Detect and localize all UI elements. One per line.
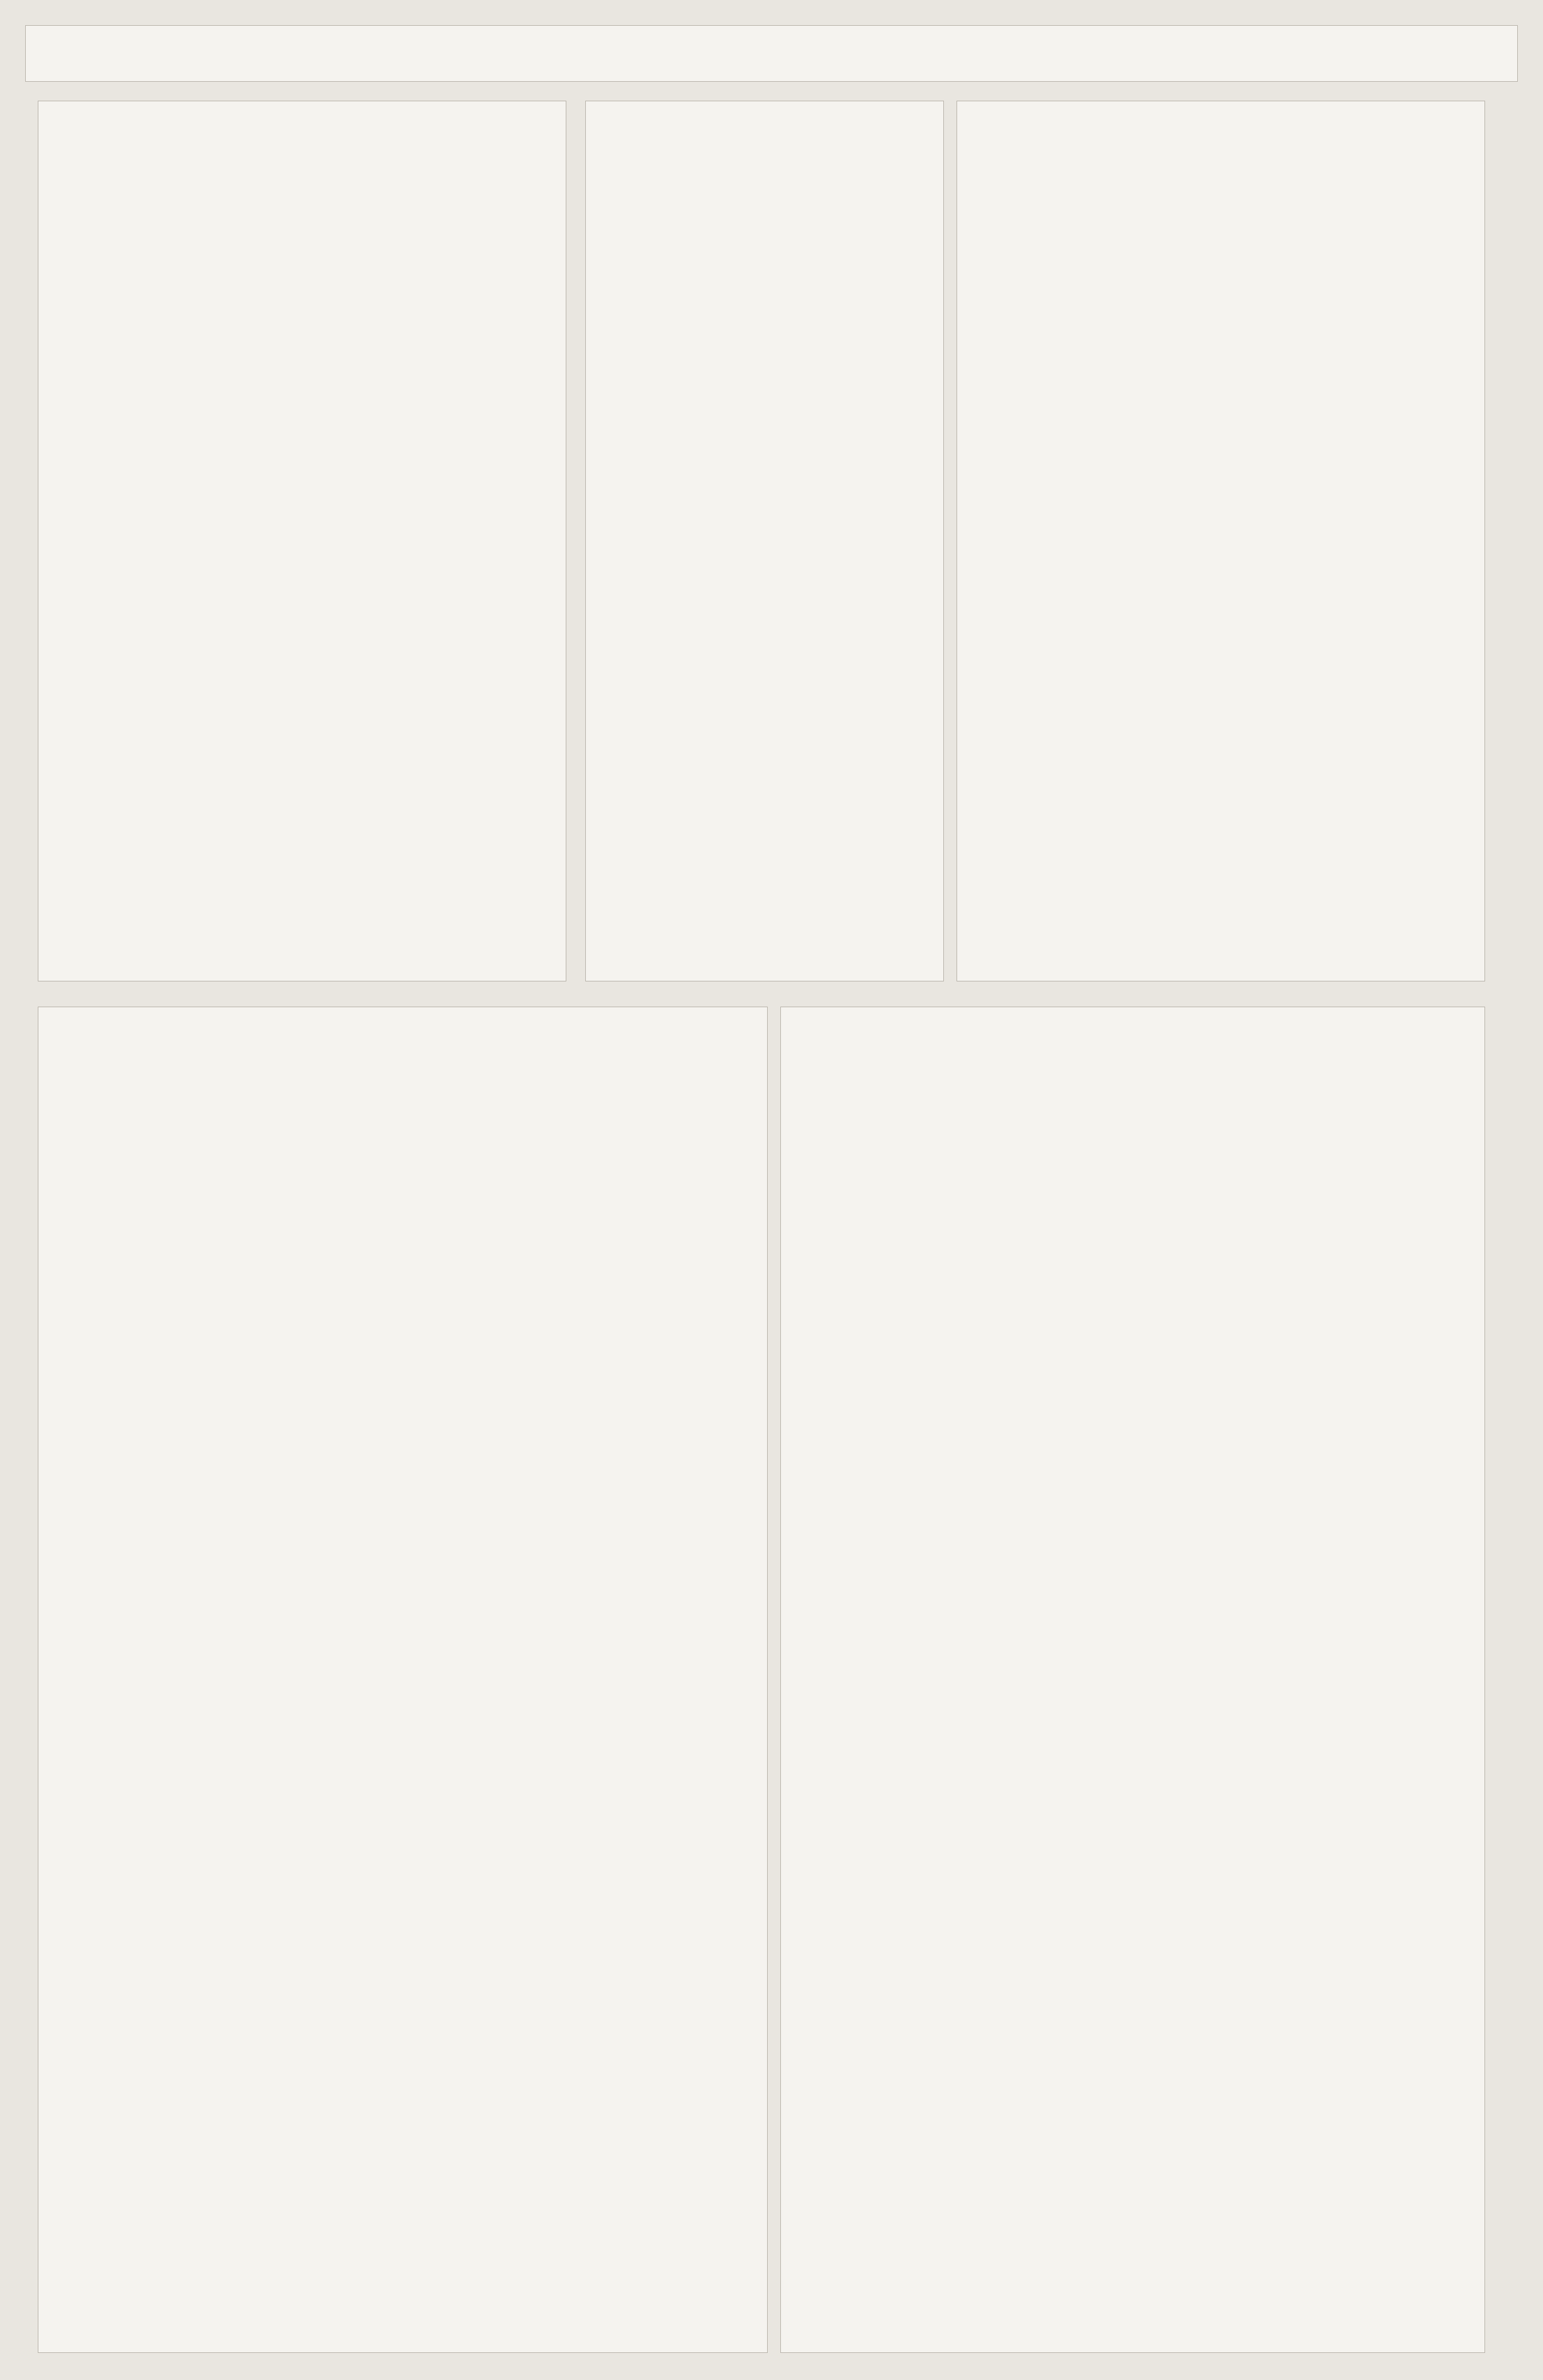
notice-box-center [585,101,944,981]
tender-notice-lower-right [780,1007,1485,2353]
notice-box-right [957,101,1485,981]
notice-box-left [38,101,566,981]
tender-notice-lower-left [38,1007,768,2353]
header-strip [25,25,1518,82]
